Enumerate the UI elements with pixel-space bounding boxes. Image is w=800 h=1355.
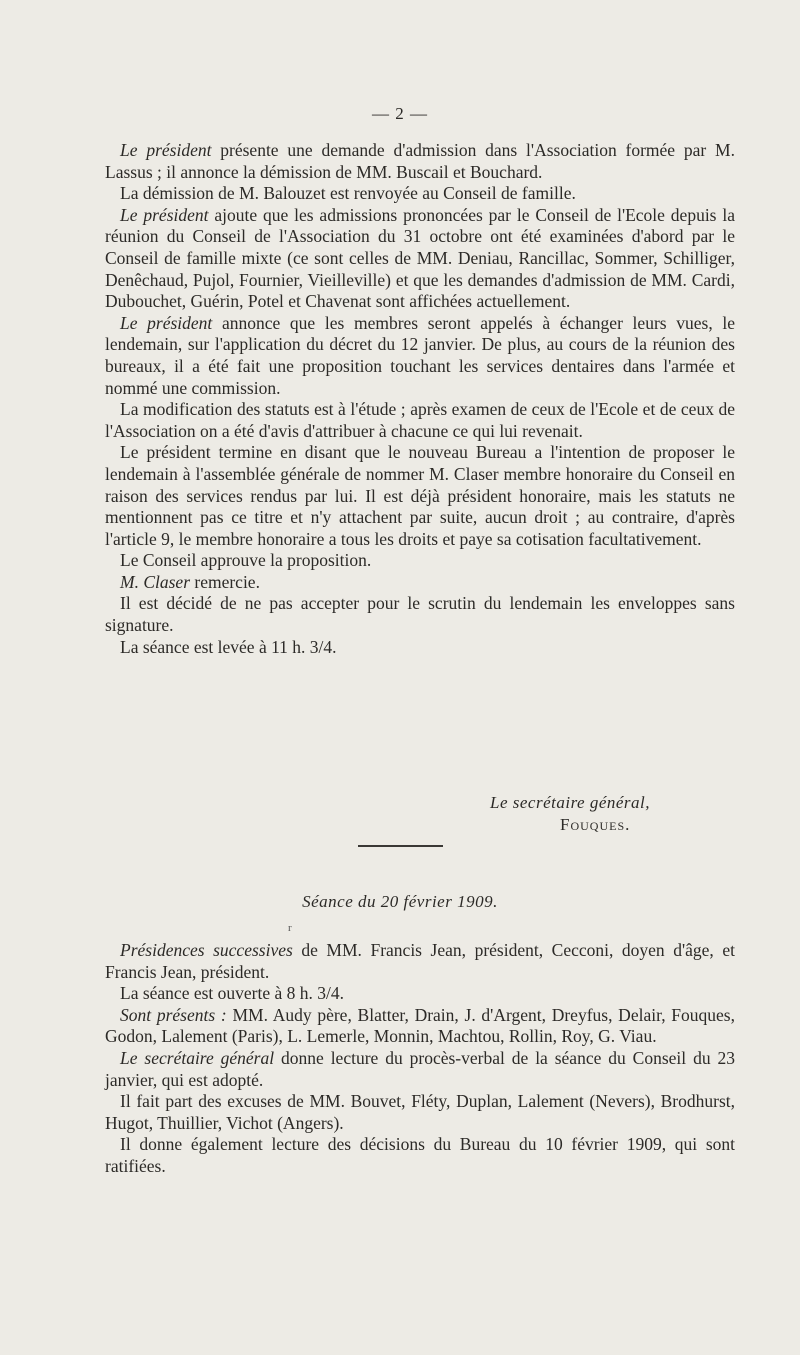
paragraph <box>105 205 735 313</box>
paragraph-text: ajoute que les admissions prononcées par le Conseil de l'Ecole depuis la réunion du Conseil de l'Association du 31 octobre ont été examinées d'abord par le Conseil de famille mixte (ce sont celles de MM. Deniau, Rancillac, Sommer, Schilliger, Denêchaud, Pujol, Fournier, Vieilleville) et que les demandes d'admission de MM. Cardi, Dubouchet, Guérin, Potel et Chavenat sont affichées actuellement. <box>105 204 735 312</box>
paragraph <box>105 1048 735 1091</box>
signature-block <box>490 792 740 835</box>
paragraph <box>105 572 735 594</box>
paragraph-text: Le président termine en disant que le nouveau Bureau a l'intention de proposer le lendemain à l'assemblée générale de nommer M. Claser membre honoraire du Conseil en raison des services rendus par lui. Il est déjà président honoraire, mais les statuts ne mentionnent pas ce titre et n'y attachent par suite, aucun droit ; au contraire, d'après l'article 9, le membre honoraire a tous les droits et paye sa cotisation facultativement. <box>105 442 735 549</box>
paragraph-text: donne lecture du procès-verbal de la séance du Conseil du 23 janvier, qui est adopté. <box>105 1047 735 1090</box>
paragraph <box>105 183 735 205</box>
paragraph <box>105 399 735 442</box>
paragraph <box>105 442 735 550</box>
paragraph <box>105 1005 735 1048</box>
paragraph-text: présente une demande d'admission dans l'Association formée par M. Lassus ; il annonce la démission de MM. Buscail et Bouchard. <box>105 140 735 182</box>
speaker: Le président <box>120 140 212 160</box>
paragraph-text: de MM. Francis Jean, président, Cecconi, doyen d'âge, et Francis Jean, président. <box>105 940 735 982</box>
print-speck: r <box>288 922 292 934</box>
paragraph-text: annonce que les membres seront appelés à échanger leurs vues, le lendemain, sur l'application du décret du 12 janvier. De plus, au cours de la réunion des bureaux, il a été fait une proposition touchant les services dentaires dans l'armée et nommé une commission. <box>105 312 735 398</box>
paragraph-text: remercie. <box>190 571 260 592</box>
signature-name: Fouques. <box>560 814 631 834</box>
paragraph <box>105 1134 735 1177</box>
paragraph <box>105 593 735 636</box>
paragraph-text: MM. Audy père, Blatter, Drain, J. d'Argent, Dreyfus, Delair, Fouques, Godon, Lalement (Paris), L. Lemerle, Monnin, Machtou, Rollin, Roy, G. Viau. <box>105 1004 735 1047</box>
section-divider <box>358 845 443 847</box>
paragraph-text: La séance est levée à 11 h. 3/4. <box>120 636 337 657</box>
paragraph-text: Il est décidé de ne pas accepter pour le scrutin du lendemain les enveloppes sans signature. <box>105 593 735 636</box>
paragraph <box>105 983 735 1005</box>
paragraph <box>105 940 735 983</box>
paragraph <box>105 313 735 399</box>
paragraph-text: La démission de M. Balouzet est renvoyée au Conseil de famille. <box>120 183 576 204</box>
speaker: Le secrétaire général <box>120 1047 275 1068</box>
speaker: Le président <box>120 204 209 225</box>
speaker: Le président <box>120 312 213 333</box>
paragraph-text: Il fait part des excuses de MM. Bouvet, Fléty, Duplan, Lalement (Nevers), Brodhurst, Hugot, Thuillier, Vichot (Angers). <box>105 1091 735 1133</box>
page-number: — 2 — <box>372 104 428 123</box>
session-title: Séance du 20 février 1909. <box>302 892 498 911</box>
signature-role: Le secrétaire général, <box>490 793 651 812</box>
paragraph <box>105 550 735 572</box>
speaker: Sont présents : <box>120 1004 227 1025</box>
paragraph <box>105 637 735 659</box>
paragraph <box>105 1091 735 1134</box>
minutes-section-2 <box>105 940 735 1178</box>
speaker: M. Claser <box>120 571 190 592</box>
minutes-section-1 <box>105 140 735 658</box>
paragraph-text: Il donne également lecture des décisions du Bureau du 10 février 1909, qui sont ratifiées. <box>105 1134 735 1176</box>
paragraph <box>105 140 735 183</box>
paragraph-text: La modification des statuts est à l'étude ; après examen de ceux de l'Ecole et de ceux de l'Association on a été d'avis d'attribuer à chacune ce qui lui revenait. <box>105 399 735 441</box>
speaker: Présidences successives <box>120 940 293 960</box>
paragraph-text: Le Conseil approuve la proposition. <box>120 550 372 571</box>
paragraph-text: La séance est ouverte à 8 h. 3/4. <box>120 983 345 1004</box>
